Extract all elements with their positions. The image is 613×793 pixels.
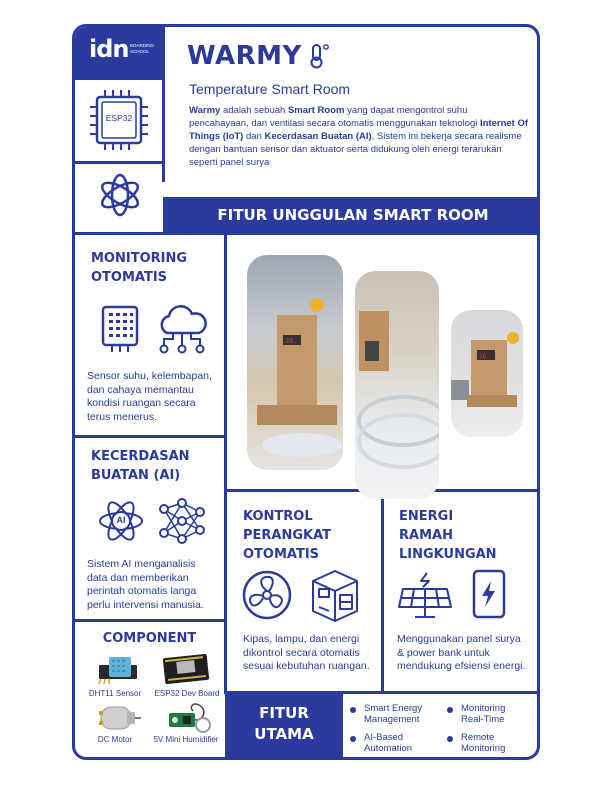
dht11-sensor-image [95, 655, 145, 690]
component-label: DC Motor [97, 735, 133, 744]
component-title: COMPONENT [102, 631, 197, 646]
divider [162, 27, 165, 182]
thermometer-icon [308, 43, 330, 74]
monitoring-text: Sensor suhu, kelembapan, dan cahaya memantau kondisi ruangan secara terus menerus. [87, 370, 212, 423]
divider [75, 161, 163, 164]
divider [75, 435, 225, 438]
solar-panel-icon [397, 571, 453, 624]
kontrol-text: Kipas, lampu, dan energi dikontrol secara otomatis sesuai kebutuhan ruangan. [243, 633, 370, 673]
dc-motor-image [97, 703, 141, 738]
feature-list-item: Remote Monitoring [447, 732, 505, 754]
monitoring-title: MONITORING OTOMATIS [91, 251, 188, 285]
feature-list-item: Smart Energy Management [350, 703, 422, 725]
brand-logo-sub: BOARDING SCHOOL [130, 43, 155, 54]
ai-atom-icon [97, 497, 145, 550]
component-label: ESP32 Dev Board [154, 689, 220, 698]
energi-text: Menggunakan panel surya & power bank untuk mendukung efsiensi energi. [397, 633, 526, 673]
power-bank-icon [471, 569, 507, 626]
smart-room-icon [307, 567, 363, 628]
fan-icon [241, 569, 293, 626]
prototype-photo [451, 310, 523, 437]
poster-frame [72, 24, 540, 760]
energi-title: ENERGI RAMAH LINGKUNGAN [399, 509, 497, 562]
neural-network-icon [157, 497, 207, 550]
prototype-photo [247, 255, 343, 470]
component-label: 5V Mini Humidifier [153, 735, 219, 744]
component-label: DHT11 Sensor [88, 689, 142, 698]
app-title: WARMY [187, 41, 302, 71]
divider [75, 77, 163, 80]
feature-banner [163, 197, 540, 233]
fitur-utama-block [225, 693, 343, 760]
app-description: Warmy adalah sebuah Smart Room yang dapat mengontrol suhu pencahayaan, dan ventilasi secara otomatis menggunakan teknologi Internet Of Things (IoT) dan Kecerdasan Buatan (AI), Sistem ini bekerja secara realisme dengan bantuan sensor dan aktuator serta didukung oleh energi terarukan seperti panel surya [189, 105, 529, 168]
logo-block [75, 27, 162, 77]
svg-text:26.: 26. [285, 337, 298, 345]
app-subtitle: Temperature Smart Room [189, 81, 351, 97]
esp32-board-image [161, 651, 211, 690]
divider [75, 619, 225, 622]
svg-text:26.: 26. [479, 353, 490, 360]
kontrol-title: KONTROL PERANGKAT OTOMATIS [243, 509, 332, 562]
brand-logo: idn [89, 35, 129, 63]
humidity-sensor-icon [99, 305, 141, 358]
prototype-photo [355, 271, 439, 499]
cloud-network-icon [155, 305, 209, 360]
ai-atom-label: AI [116, 515, 126, 525]
divider [224, 232, 227, 692]
feature-banner-title: FITUR UNGGULAN SMART ROOM [217, 206, 489, 224]
feature-list-item: AI-Based Automation [350, 732, 412, 754]
fitur-utama-title: FITUR UTAMA [254, 704, 314, 743]
openai-icon [97, 172, 143, 223]
ai-text: Sistem AI menganalisis data dan memberikan perintah otomatis langa perlu intervensi manusia. [87, 558, 204, 611]
feature-list-item: Monitoring Real-Time [447, 703, 505, 725]
divider [381, 489, 384, 694]
esp32-chip-label: ESP32 [105, 113, 133, 123]
ai-title: KECERDASAN BUATAN (AI) [91, 449, 190, 483]
